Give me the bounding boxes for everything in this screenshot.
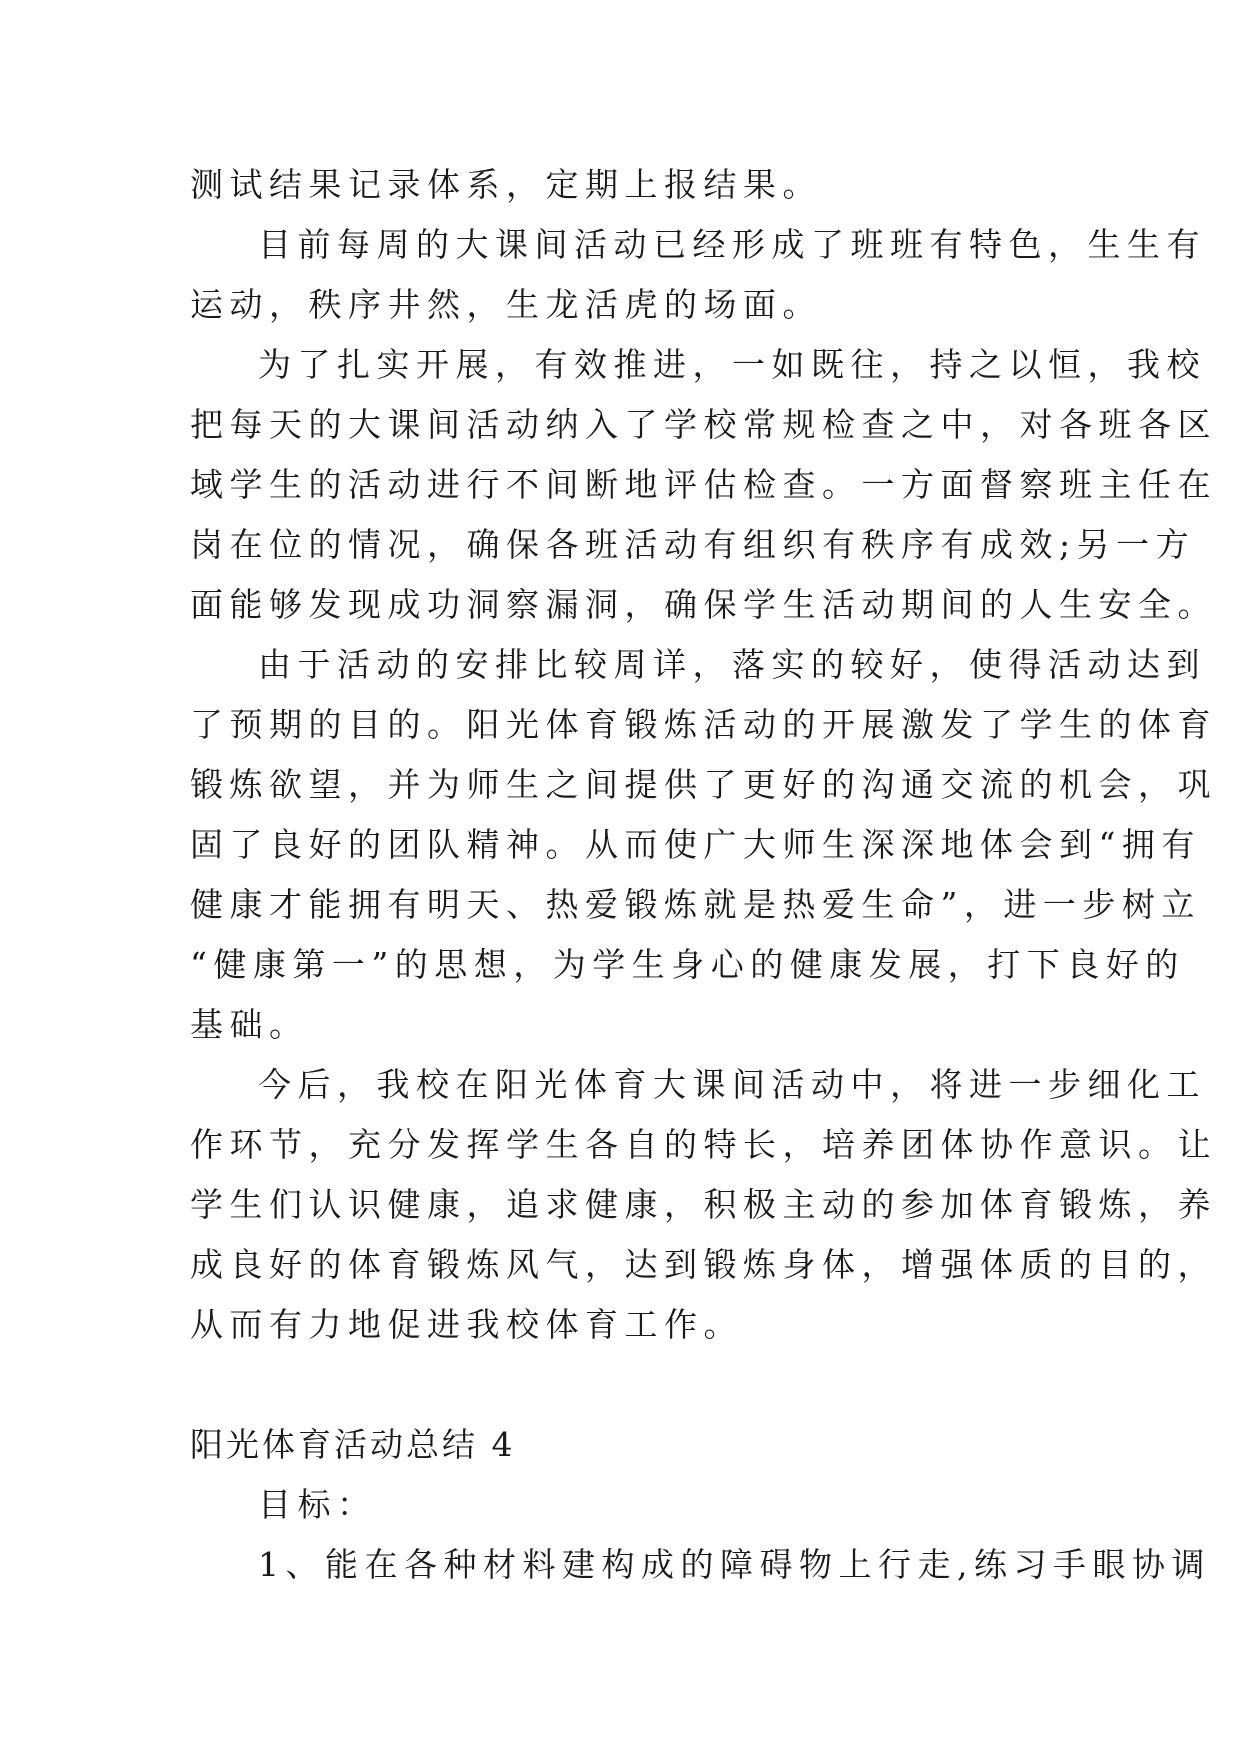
- section-heading: 阳光体育活动总结 4: [190, 1425, 516, 1464]
- text-line: 为了扎实开展，有效推进，一如既往，持之以恒，我校: [258, 345, 1206, 384]
- text-line: 岗在位的情况，确保各班活动有组织有秩序有成效;另一方: [190, 525, 1196, 564]
- text-line: 面能够发现成功洞察漏洞，确保学生活动期间的人生安全。: [190, 585, 1217, 624]
- text-line: 健康才能拥有明天、热爱锻炼就是热爱生命”，进一步树立: [190, 885, 1201, 924]
- text-line: 目标：: [258, 1485, 377, 1524]
- text-line: 测试结果记录体系，定期上报结果。: [190, 165, 822, 204]
- text-line: 了预期的目的。阳光体育锻炼活动的开展激发了学生的体育: [190, 705, 1217, 744]
- text-line: 由于活动的安排比较周详，落实的较好，使得活动达到: [258, 645, 1206, 684]
- text-line: 成良好的体育锻炼风气，达到锻炼身体，增强体质的目的，: [190, 1245, 1217, 1284]
- text-line: 运动，秩序井然，生龙活虎的场面。: [190, 285, 822, 324]
- text-line: 域学生的活动进行不间断地评估检查。一方面督察班主任在: [190, 465, 1217, 504]
- text-line: 固了良好的团队精神。从而使广大师生深深地体会到“拥有: [190, 825, 1201, 864]
- text-line: 基础。: [190, 1005, 309, 1044]
- text-line: 作环节，充分发挥学生各自的特长，培养团体协作意识。让: [190, 1125, 1217, 1164]
- text-line: 今后，我校在阳光体育大课间活动中，将进一步细化工: [258, 1065, 1206, 1104]
- text-line: 学生们认识健康，追求健康，积极主动的参加体育锻炼，养: [190, 1185, 1217, 1224]
- text-line: 锻炼欲望，并为师生之间提供了更好的沟通交流的机会，巩: [190, 765, 1217, 804]
- text-line: “健康第一”的思想，为学生身心的健康发展，打下良好的: [190, 945, 1185, 984]
- text-line: 目前每周的大课间活动已经形成了班班有特色，生生有: [258, 225, 1206, 264]
- text-line: 把每天的大课间活动纳入了学校常规检查之中，对各班各区: [190, 405, 1217, 444]
- text-line: 1、能在各种材料建构成的障碍物上行走,练习手眼协调: [258, 1545, 1211, 1584]
- text-line: 从而有力地促进我校体育工作。: [190, 1305, 743, 1344]
